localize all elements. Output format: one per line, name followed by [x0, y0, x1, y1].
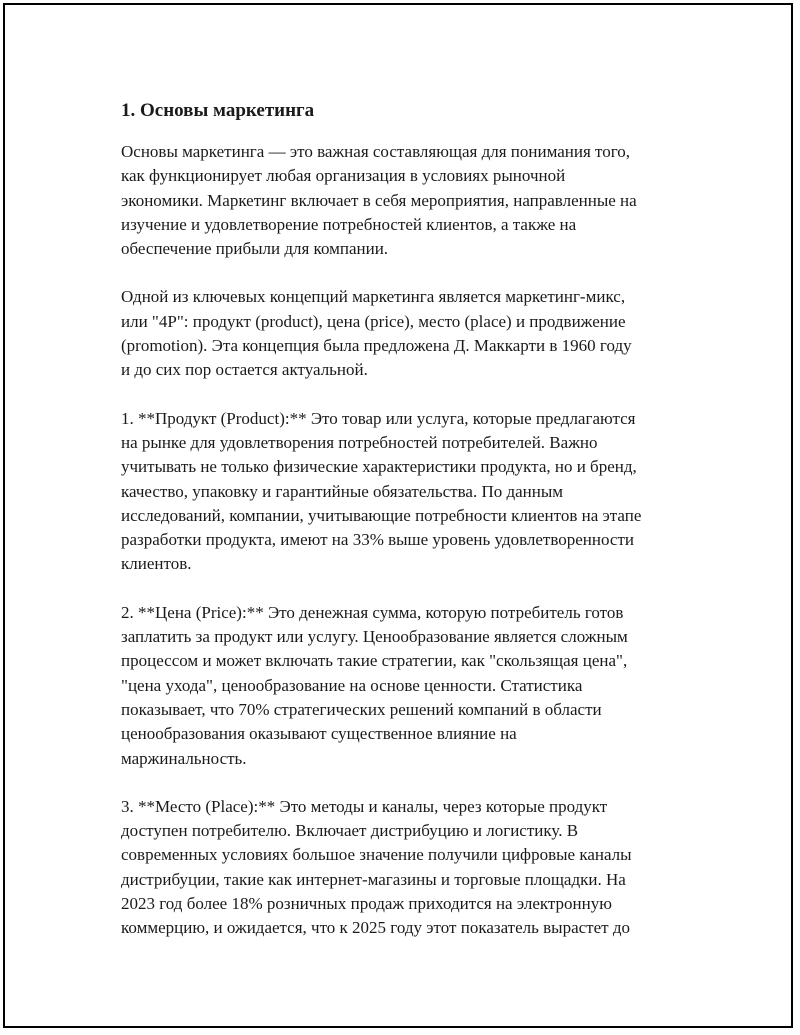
document-page [3, 3, 793, 1028]
text-line: 1. **Продукт (Product):** Это товар или услуга, которые предлагаются [121, 408, 636, 428]
text-line: клиентов. [121, 554, 192, 574]
text-line: 2. **Цена (Price):** Это денежная сумма, которую потребитель готов [121, 602, 624, 622]
text-line: на рынке для удовлетворения потребностей потребителей. Важно [121, 432, 598, 452]
text-line: (promotion). Эта концепция была предложена Д. Маккарти в 1960 году [121, 336, 632, 356]
paragraph-intro [121, 140, 701, 261]
text-line: доступен потребителю. Включает дистрибуцию и логистику. В [121, 821, 579, 841]
section-heading: 1. Основы маркетинга [121, 100, 315, 121]
text-line: обеспечение прибыли для компании. [121, 239, 389, 259]
text-line: Одной из ключевых концепций маркетинга является маркетинг-микс, [121, 287, 626, 307]
document-content [121, 99, 701, 965]
text-line: учитывать не только физические характеристики продукта, но и бренд, [121, 457, 637, 477]
paragraph-place [121, 795, 701, 941]
text-line: "цена ухода", ценообразование на основе ценности. Статистика [121, 675, 583, 695]
text-line: современных условиях большое значение получили цифровые каналы [121, 845, 632, 865]
text-line: 3. **Место (Place):** Это методы и каналы, через которые продукт [121, 796, 608, 816]
text-line: дистрибуции, такие как интернет-магазины и торговые площадки. На [121, 869, 626, 889]
text-line: исследований, компании, учитывающие потребности клиентов на этапе [121, 505, 642, 525]
text-line: коммерцию, и ожидается, что к 2025 году этот показатель вырастет до [121, 918, 630, 938]
text-line: экономики. Маркетинг включает в себя мероприятия, направленные на [121, 190, 637, 210]
paragraph-marketing-mix [121, 285, 701, 382]
text-line: процессом и может включать такие стратегии, как "скользящая цена", [121, 651, 628, 671]
text-line: качество, упаковку и гарантийные обязательства. По данным [121, 481, 564, 501]
text-line: маржинальность. [121, 748, 247, 768]
text-line: как функционирует любая организация в условиях рыночной [121, 166, 566, 186]
paragraph-price [121, 601, 701, 771]
paragraph-product [121, 407, 701, 577]
text-line: 2023 год более 18% розничных продаж приходится на электронную [121, 894, 612, 914]
text-line: изучение и удовлетворение потребностей клиентов, а также на [121, 214, 577, 234]
text-line: ценообразования оказывают существенное влияние на [121, 724, 517, 744]
text-line: или "4P": продукт (product), цена (price), место (place) и продвижение [121, 311, 626, 331]
text-line: заплатить за продукт или услугу. Ценообразование является сложным [121, 627, 628, 647]
text-line: и до сих пор остается актуальной. [121, 360, 368, 380]
text-line: Основы маркетинга — это важная составляющая для понимания того, [121, 142, 631, 161]
text-line: показывает, что 70% стратегических решений компаний в области [121, 699, 602, 719]
text-line: разработки продукта, имеют на 33% выше уровень удовлетворенности [121, 530, 634, 550]
